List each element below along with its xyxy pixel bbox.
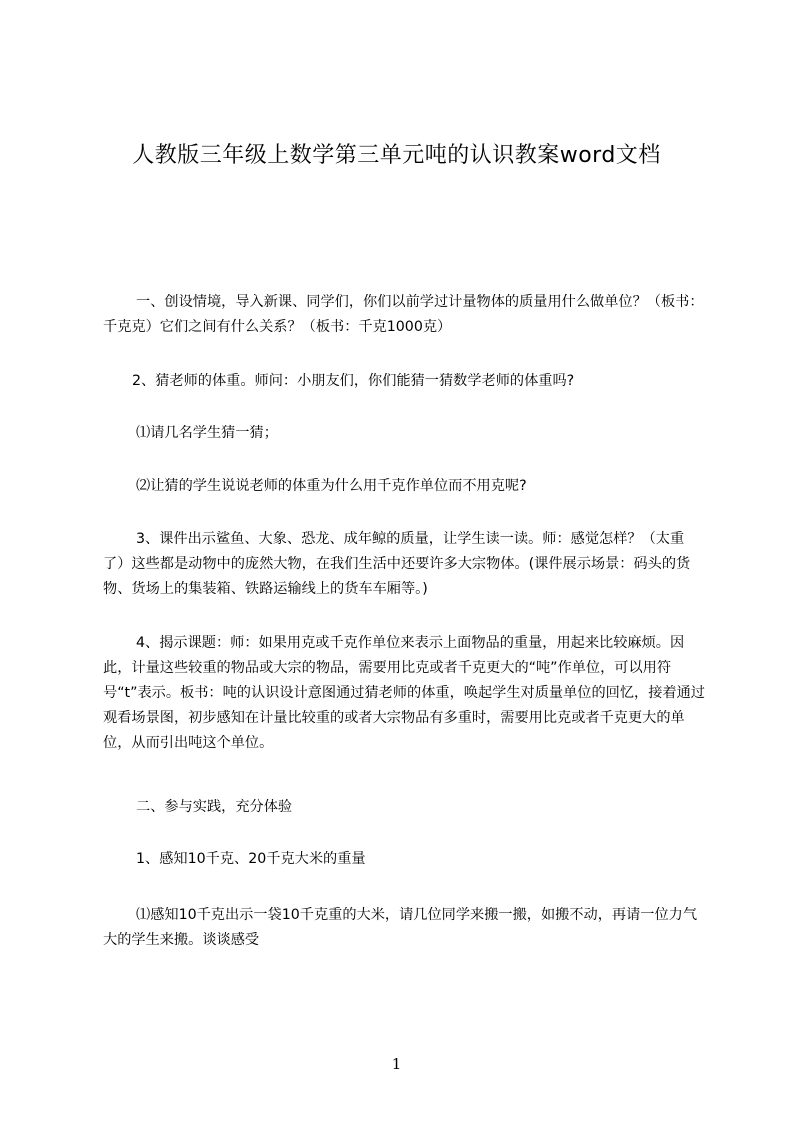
paragraph-feel-rice: 1、感知10千克、20千克大米的重量 [136,851,366,867]
paragraph-step-2: ⑵让猜的学生说说老师的体重为什么用千克作单位而不用克呢? [136,478,527,494]
paragraph-courseware: 3、课件出示鲨鱼、大象、恐龙、成年鲸的质量，让学生读一读。师：感觉怎样？（太重了）这些都是动物中的庞然大物，在我们生活中还要许多大宗物体。(课件展示场景：码头的货物、货场上的集装箱、铁路运输线上的货车车厢等。) [103,531,691,597]
page-number: 1 [391,1055,402,1073]
paragraph-feel-10kg: ⑴感知10千克出示一袋10千克重的大米，请几位同学来搬一搬，如搬不动，再请一位力气大的学生来搬。谈谈感受 [103,907,698,948]
document-title: 人教版三年级上数学第三单元吨的认识教案word文档 [132,143,661,168]
paragraph-guess-weight: 2、猜老师的体重。师问：小朋友们，你们能猜一猜数学老师的体重吗? [132,373,575,389]
paragraph-intro: 一、创设情境，导入新课、同学们，你们以前学过计量物体的质量用什么做单位？（板书：千克克）它们之间有什么关系？（板书：千克1000克） [103,294,704,335]
paragraph-reveal-topic: 4、揭示课题：师：如果用克或千克作单位来表示上面物品的重量，用起来比较麻烦。因此，计量这些较重的物品或大宗的物品，需要用比克或者千克更大的“吨”作单位，可以用符号“t”表示。板书：吨的认识设计意图通过猜老师的体重，唤起学生对质量单位的回忆，接着通过观看场景图，初步感知在计量比较重的或者大宗物品有多重时，需要用比克或者千克更大的单位，从而引出吨这个单位。 [103,635,705,751]
section-heading-practice: 二、参与实践，充分体验 [136,799,293,815]
paragraph-step-1: ⑴请几名学生猜一猜； [136,425,278,441]
